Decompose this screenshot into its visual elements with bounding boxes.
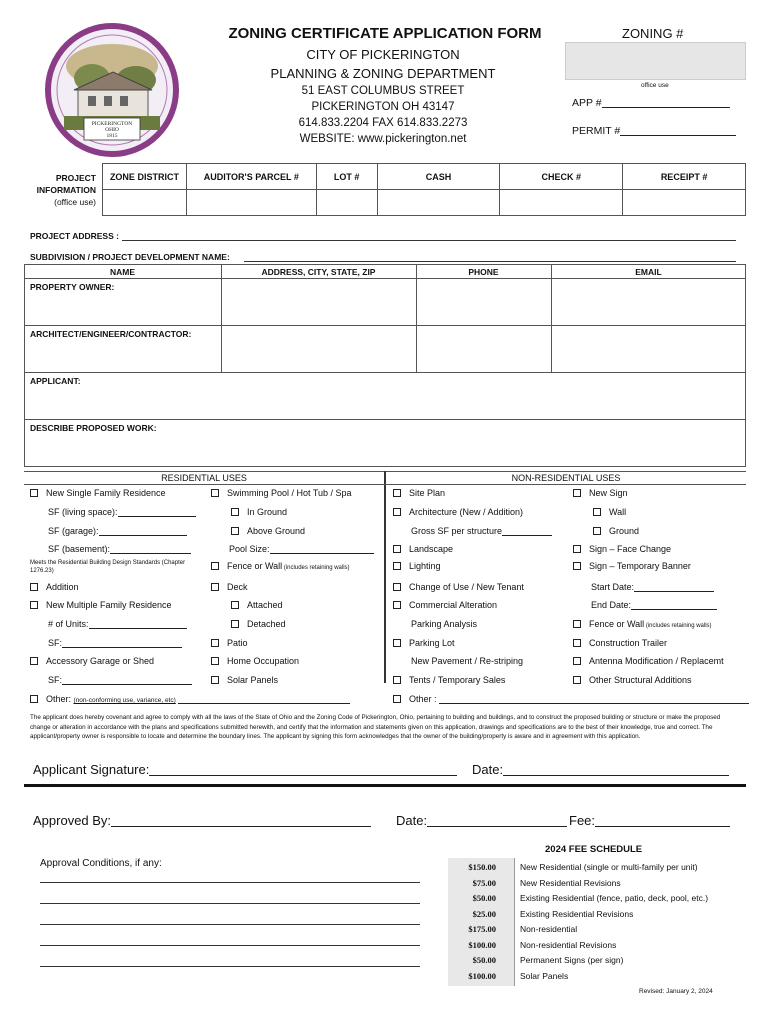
use-label: In Ground (247, 507, 288, 517)
use-item (393, 582, 524, 592)
use-item (48, 638, 182, 648)
use-checkbox[interactable] (573, 657, 581, 665)
use-label-note: (includes retaining walls) (644, 623, 712, 629)
city-seal-logo (44, 22, 180, 158)
use-label: Sign – Temporary Banner (589, 561, 691, 571)
col-cash: CASH (377, 164, 500, 190)
fee-row (448, 970, 569, 981)
fee-row (448, 908, 634, 919)
use-label: Pool Size: (229, 544, 270, 554)
use-item (211, 561, 350, 571)
seal-text: PICKERINGTON (91, 121, 133, 127)
use-label: SF (garage): (48, 526, 99, 536)
use-label: Attached (247, 600, 283, 610)
use-item (591, 600, 717, 610)
office-use-note: office use (641, 82, 669, 89)
fee-description: Non-residential (520, 924, 578, 934)
revised-date: Revised: January 2, 2024 (639, 988, 713, 995)
use-item (393, 507, 523, 517)
use-label: Addition (46, 582, 79, 592)
use-item (573, 619, 712, 629)
condition-line[interactable] (40, 945, 420, 946)
use-item (211, 638, 248, 648)
other-nonresidential-field[interactable] (439, 694, 749, 704)
use-checkbox[interactable] (211, 639, 219, 647)
cash-field[interactable] (377, 190, 500, 216)
use-checkbox[interactable] (573, 489, 581, 497)
col-phone: PHONE (468, 267, 499, 277)
condition-line[interactable] (40, 903, 420, 904)
use-checkbox[interactable] (231, 508, 239, 516)
approved-by-label: Approved By: (33, 813, 371, 828)
permit-number-label: PERMIT # (572, 125, 736, 137)
use-item (48, 675, 192, 685)
condition-line[interactable] (40, 924, 420, 925)
use-label: Detached (247, 619, 286, 629)
col-auditors-parcel: AUDITOR'S PARCEL # (186, 164, 316, 190)
use-label: SF: (48, 638, 63, 648)
use-label: New Pavement / Re-striping (411, 656, 524, 666)
use-item (211, 656, 299, 666)
auditors-parcel-field[interactable] (186, 190, 316, 216)
use-item (48, 619, 187, 629)
other-residential: Other: (non-conforming use, variance, etc) (30, 694, 350, 704)
fee-amount: $50.00 (472, 955, 496, 965)
project-info-label: PROJECT INFORMATION (office use) (36, 173, 96, 207)
use-checkbox[interactable] (231, 601, 239, 609)
use-item (573, 544, 671, 554)
use-item (30, 559, 190, 575)
residential-uses-header: RESIDENTIAL USES (161, 473, 247, 483)
use-checkbox[interactable] (573, 676, 581, 684)
fee-label: Fee: (569, 813, 730, 828)
col-check: CHECK # (500, 164, 623, 190)
project-info-table (102, 163, 746, 216)
fee-description: Permanent Signs (per sign) (520, 955, 624, 965)
use-checkbox[interactable] (393, 562, 401, 570)
svg-text:OHIO: OHIO (105, 127, 119, 133)
fee-description: Solar Panels (520, 970, 569, 981)
fee-description: Existing Residential Revisions (520, 908, 634, 919)
use-label: Landscape (409, 544, 454, 554)
use-input-field[interactable] (62, 638, 182, 648)
use-item (229, 544, 374, 554)
col-email: EMAIL (635, 267, 662, 277)
fee-row (448, 939, 617, 950)
fee-row (448, 877, 621, 888)
use-item (573, 656, 724, 666)
fee-row (448, 955, 624, 965)
applicant-signature-field[interactable] (149, 763, 457, 776)
use-item (573, 488, 628, 498)
use-item (393, 600, 497, 610)
use-input-field[interactable] (99, 526, 187, 536)
other-residential-checkbox[interactable] (30, 695, 38, 703)
describe-work-label: DESCRIBE PROPOSED WORK: (30, 423, 157, 433)
use-input-field[interactable] (631, 600, 717, 610)
use-label: New Single Family Residence (46, 488, 166, 498)
lot-field[interactable] (316, 190, 377, 216)
use-checkbox[interactable] (393, 601, 401, 609)
use-checkbox[interactable] (393, 639, 401, 647)
use-item (411, 619, 477, 629)
use-checkbox[interactable] (211, 583, 219, 591)
use-label: Construction Trailer (589, 638, 668, 648)
use-checkbox[interactable] (30, 489, 38, 497)
use-item (231, 507, 287, 517)
fee-row (448, 862, 698, 872)
app-number-label: APP # (572, 97, 730, 109)
use-item (30, 656, 154, 666)
other-nonresidential-checkbox[interactable] (393, 695, 401, 703)
svg-text:1815: 1815 (106, 133, 118, 139)
use-item (231, 526, 305, 536)
divider (24, 784, 746, 787)
nonresidential-uses-header: NON-RESIDENTIAL USES (511, 473, 621, 483)
use-label: New Sign (589, 488, 628, 498)
use-checkbox[interactable] (593, 508, 601, 516)
use-label: Above Ground (247, 526, 306, 536)
fee-amount: $150.00 (468, 862, 496, 872)
use-item (393, 638, 455, 648)
check-field[interactable] (500, 190, 623, 216)
zoning-label: ZONING # (622, 26, 684, 41)
use-label: End Date: (591, 600, 632, 610)
use-checkbox[interactable] (573, 562, 581, 570)
use-label: Accessory Garage or Shed (46, 656, 155, 666)
use-label: SF (living space): (48, 507, 118, 517)
department-name: PLANNING & ZONING DEPARTMENT (270, 66, 496, 81)
use-label: Change of Use / New Tenant (409, 582, 524, 592)
use-checkbox[interactable] (211, 489, 219, 497)
use-checkbox[interactable] (211, 562, 219, 570)
use-label: Ground (609, 526, 640, 536)
website: WEBSITE: www.pickerington.net (299, 133, 467, 145)
fee-amount: $100.00 (468, 939, 496, 950)
street-address: 51 EAST COLUMBUS STREET (301, 85, 465, 97)
other-nonresidential: Other : (393, 694, 749, 704)
use-label: Gross SF per structure (411, 526, 503, 536)
use-item (393, 561, 441, 571)
subdivision-field[interactable] (244, 261, 736, 262)
use-input-field[interactable] (118, 507, 196, 517)
approval-conditions-label: Approval Conditions, if any: (40, 858, 162, 869)
use-label: SF: (48, 675, 63, 685)
use-item (393, 544, 453, 554)
use-item (48, 544, 191, 554)
fee-schedule-table (448, 858, 730, 986)
col-receipt: RECEIPT # (623, 164, 746, 190)
use-label: Patio (227, 638, 248, 648)
fee-description: Non-residential Revisions (520, 939, 617, 950)
use-label: Commercial Alteration (409, 600, 498, 610)
use-label: Start Date: (591, 582, 635, 592)
use-item (593, 526, 639, 536)
use-label: Antenna Modification / Replacemt (589, 656, 724, 666)
use-label: Lighting (409, 561, 441, 571)
col-address: ADDRESS, CITY, STATE, ZIP (261, 267, 376, 277)
use-checkbox[interactable] (573, 545, 581, 553)
use-label: Deck (227, 582, 248, 592)
project-address-label: PROJECT ADDRESS : (30, 231, 119, 241)
other-residential-field[interactable] (178, 694, 350, 704)
use-checkbox[interactable] (393, 508, 401, 516)
applicant-date-field[interactable] (503, 763, 729, 776)
use-label: New Multiple Family Residence (46, 600, 172, 610)
approved-by-field[interactable] (111, 814, 371, 827)
use-item (30, 488, 166, 498)
use-item (30, 582, 79, 592)
use-checkbox[interactable] (573, 620, 581, 628)
property-owner-label: PROPERTY OWNER: (30, 282, 115, 292)
use-item (30, 600, 172, 610)
zoning-number-field[interactable] (565, 42, 746, 80)
use-label: Meets the Residential Building Design Standards (Chapter 1276.23) (30, 560, 186, 574)
permit-number-field[interactable] (620, 126, 736, 136)
use-item (211, 582, 248, 592)
use-checkbox[interactable] (393, 545, 401, 553)
use-label: Parking Analysis (411, 619, 478, 629)
architect-label: ARCHITECT/ENGINEER/CONTRACTOR: (30, 329, 192, 339)
use-checkbox[interactable] (231, 527, 239, 535)
use-label-note: (includes retaining walls) (282, 565, 350, 571)
approval-date-field[interactable] (427, 814, 567, 827)
use-checkbox[interactable] (30, 583, 38, 591)
use-checkbox[interactable] (30, 657, 38, 665)
use-label: Tents / Temporary Sales (409, 675, 506, 685)
use-item (573, 561, 691, 571)
use-label: Sign – Face Change (589, 544, 672, 554)
use-input-field[interactable] (89, 619, 187, 629)
use-label: Other Structural Additions (589, 675, 692, 685)
use-checkbox[interactable] (393, 676, 401, 684)
use-checkbox[interactable] (30, 601, 38, 609)
use-label: Wall (609, 507, 627, 517)
condition-line[interactable] (40, 882, 420, 883)
use-item (211, 675, 278, 685)
use-item (573, 675, 692, 685)
applicant-date-label: Date: (472, 762, 729, 777)
use-input-field[interactable] (110, 544, 191, 554)
fee-description: New Residential (single or multi-family per unit) (520, 862, 698, 872)
fee-description: Existing Residential (fence, patio, deck, pool, etc.) (520, 893, 709, 903)
fee-amount: $175.00 (468, 924, 496, 934)
use-label: # of Units: (48, 619, 89, 629)
use-checkbox[interactable] (231, 620, 239, 628)
legal-statement: The applicant does hereby covenant and agree to comply with all the laws of the State of Ohio and the Zoning Code of Pickerington, Ohio, pertaining to building and buildings, and to construct the proposed building or structure or make the proposed change or alteration in accordance with the plans and specifications submitted herewith, and certify that the information and statements given on this application, drawings and specifications are to the best of their knowledge, true and correct. The applicant/property owner is responsible to locate and determine the boundary lines. The applicant by signing this form acknowledges that the owner of the building/property is aware and in agreement with this application. (30, 714, 721, 740)
use-label: SF (basement): (48, 544, 111, 554)
fee-field[interactable] (595, 814, 730, 827)
use-label: Solar Panels (227, 675, 279, 685)
condition-line[interactable] (40, 966, 420, 967)
use-item (231, 600, 283, 610)
use-checkbox[interactable] (211, 676, 219, 684)
use-item (393, 675, 505, 685)
use-input-field[interactable] (634, 582, 714, 592)
use-input-field[interactable] (62, 675, 192, 685)
use-label: Home Occupation (227, 656, 300, 666)
applicant-label: APPLICANT: (30, 376, 81, 386)
fee-row (448, 924, 578, 934)
use-item (393, 488, 445, 498)
use-item (231, 619, 286, 629)
use-item (48, 507, 196, 517)
fee-amount: $100.00 (468, 970, 496, 981)
contacts-table (24, 264, 746, 467)
fee-amount: $75.00 (472, 877, 496, 888)
use-checkbox[interactable] (211, 657, 219, 665)
use-item (573, 638, 667, 648)
city-state-zip: PICKERINGTON OH 43147 (311, 101, 455, 113)
use-item (411, 656, 523, 666)
col-lot: LOT # (316, 164, 377, 190)
use-label: Parking Lot (409, 638, 455, 648)
use-label: Fence or Wall (227, 561, 283, 571)
col-zone-district: ZONE DISTRICT (103, 164, 187, 190)
use-label: Architecture (New / Addition) (409, 507, 524, 517)
use-item (48, 526, 187, 536)
project-address-field[interactable] (122, 240, 736, 241)
use-checkbox[interactable] (593, 527, 601, 535)
use-item (211, 488, 352, 498)
app-number-field[interactable] (602, 98, 730, 108)
use-input-field[interactable] (270, 544, 374, 554)
use-item (591, 582, 714, 592)
use-label: Swimming Pool / Hot Tub / Spa (227, 488, 352, 498)
col-name: NAME (109, 267, 136, 277)
fee-description: New Residential Revisions (520, 877, 621, 888)
use-checkbox[interactable] (393, 489, 401, 497)
subdivision-label: SUBDIVISION / PROJECT DEVELOPMENT NAME: (30, 252, 230, 262)
form-title: ZONING CERTIFICATE APPLICATION FORM (228, 25, 542, 42)
fee-schedule-title: 2024 FEE SCHEDULE (545, 844, 643, 855)
applicant-signature-label: Applicant Signature: (33, 762, 457, 777)
use-input-field[interactable] (502, 526, 552, 536)
phone-fax: 614.833.2204 FAX 614.833.2273 (298, 117, 468, 129)
fee-amount: $50.00 (472, 893, 496, 903)
receipt-field[interactable] (623, 190, 746, 216)
zone-district-field[interactable] (103, 190, 187, 216)
fee-amount: $25.00 (472, 908, 496, 919)
use-checkbox[interactable] (573, 639, 581, 647)
approval-date-label: Date: (396, 813, 567, 828)
fee-row (448, 893, 709, 903)
use-item (411, 526, 552, 536)
use-item (593, 507, 626, 517)
use-label: Fence or Wall (589, 619, 645, 629)
city-name: CITY OF PICKERINGTON (306, 47, 460, 62)
use-label: Site Plan (409, 488, 446, 498)
use-checkbox[interactable] (393, 583, 401, 591)
